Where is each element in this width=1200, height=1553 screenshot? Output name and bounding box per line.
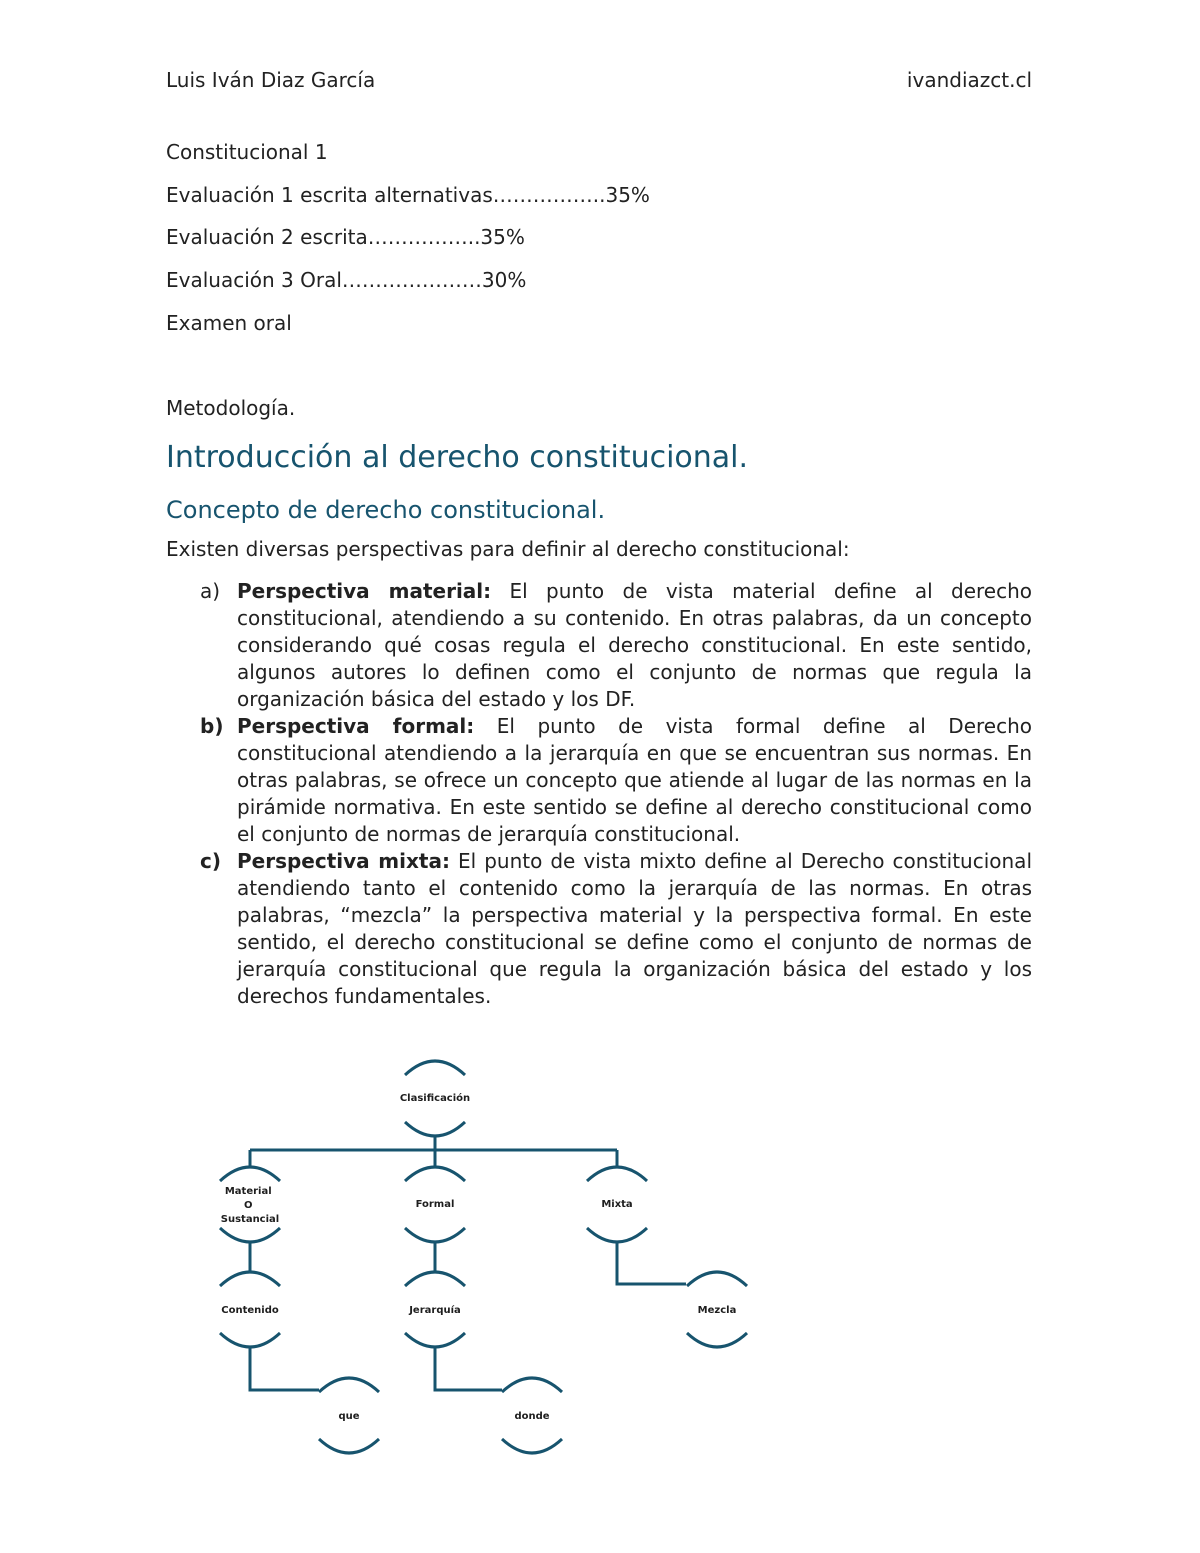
- list-item: [166, 713, 1032, 848]
- node-mixta: Mixta: [601, 1199, 633, 1210]
- sub-heading: Concepto de derecho constitucional.: [166, 496, 606, 524]
- node-arc-top: [587, 1167, 647, 1181]
- perspective-text: El punto de vista material define al derecho constitucional, atendiendo a su contenido. En otras palabras, da un concepto considerando qué cosas regula el derecho constitucional. En este sentido, algunos autores lo definen como el conjunto de normas que regula la organización básica del estado y los DF.: [237, 579, 1032, 711]
- evaluation-item: Evaluación 2 escrita……………..35%: [166, 225, 525, 249]
- classification-diagram: [0, 1040, 1200, 1470]
- list-item: [166, 578, 1032, 713]
- node-que: que: [338, 1411, 360, 1422]
- perspective-text: El punto de vista formal define al Derecho constitucional atendiendo a la jerarquía en que se encuentran sus normas. En otras palabras, se ofrece un concepto que atiende al lugar de las normas en la pirámide normativa. En este sentido se define al derecho constitucional como el conjunto de normas de jerarquía constitucional.: [237, 714, 1033, 846]
- main-heading: Introducción al derecho constitucional.: [166, 440, 749, 475]
- node-arc-bottom: [587, 1228, 647, 1242]
- node-arc-bottom: [319, 1439, 379, 1453]
- diagram-connectors: [250, 1136, 686, 1390]
- node-arc-top: [405, 1061, 465, 1075]
- evaluation-item: Evaluación 1 escrita alternativas……………..35%: [166, 183, 650, 207]
- node-donde: donde: [514, 1411, 550, 1422]
- intro-paragraph: Existen diversas perspectivas para definir al derecho constitucional:: [166, 537, 850, 561]
- node-arc-bottom: [220, 1228, 280, 1242]
- list-marker: b): [200, 714, 224, 738]
- course-title: Constitucional 1: [166, 140, 328, 164]
- node-arc-bottom: [405, 1228, 465, 1242]
- node-arc-top: [687, 1272, 747, 1286]
- connector-line: [435, 1348, 502, 1390]
- node-jerarquia: Jerarquía: [409, 1305, 461, 1316]
- node-root: Clasificación: [399, 1093, 471, 1104]
- node-formal: Formal: [415, 1199, 455, 1210]
- perspective-term: Perspectiva material:: [237, 579, 492, 603]
- node-arc-top: [405, 1167, 465, 1181]
- node-material: Material O Sustancial: [220, 1186, 280, 1225]
- node-mezcla: Mezcla: [697, 1305, 737, 1316]
- node-arc-top: [220, 1272, 280, 1286]
- evaluation-item: Evaluación 3 Oral…………………30%: [166, 268, 527, 292]
- node-arc-bottom: [405, 1122, 465, 1136]
- list-marker: c): [200, 849, 221, 873]
- diagram-node-arcs: [220, 1061, 747, 1453]
- list-marker: a): [200, 579, 221, 603]
- list-item: [166, 848, 1032, 1010]
- node-arc-bottom: [405, 1333, 465, 1347]
- node-arc-bottom: [687, 1333, 747, 1347]
- perspective-term: Perspectiva formal:: [237, 714, 475, 738]
- methodology-label: Metodología.: [166, 396, 296, 420]
- connector-line: [617, 1242, 686, 1284]
- exam-item: Examen oral: [166, 311, 292, 335]
- connector-line: [250, 1348, 319, 1390]
- header-author: Luis Iván Diaz García: [166, 68, 376, 92]
- node-arc-bottom: [220, 1333, 280, 1347]
- node-contenido: Contenido: [221, 1305, 279, 1316]
- node-arc-top: [220, 1167, 280, 1181]
- node-arc-bottom: [502, 1439, 562, 1453]
- perspectives-list: [166, 578, 1032, 1010]
- perspective-text: El punto de vista mixto define al Derecho constitucional atendiendo tanto el contenido como la jerarquía de las normas. En otras palabras, “mezcla” la perspectiva material y la perspectiva formal. En este sentido, el derecho constitucional se define como el conjunto de normas de jerarquía constitucional que regula la organización básica del estado y los derechos fundamentales.: [237, 849, 1032, 1008]
- page-header: [166, 68, 1032, 96]
- node-arc-top: [502, 1378, 562, 1392]
- perspective-term: Perspectiva mixta:: [237, 849, 450, 873]
- header-site: ivandiazct.cl: [906, 68, 1032, 92]
- node-arc-top: [405, 1272, 465, 1286]
- node-arc-top: [319, 1378, 379, 1392]
